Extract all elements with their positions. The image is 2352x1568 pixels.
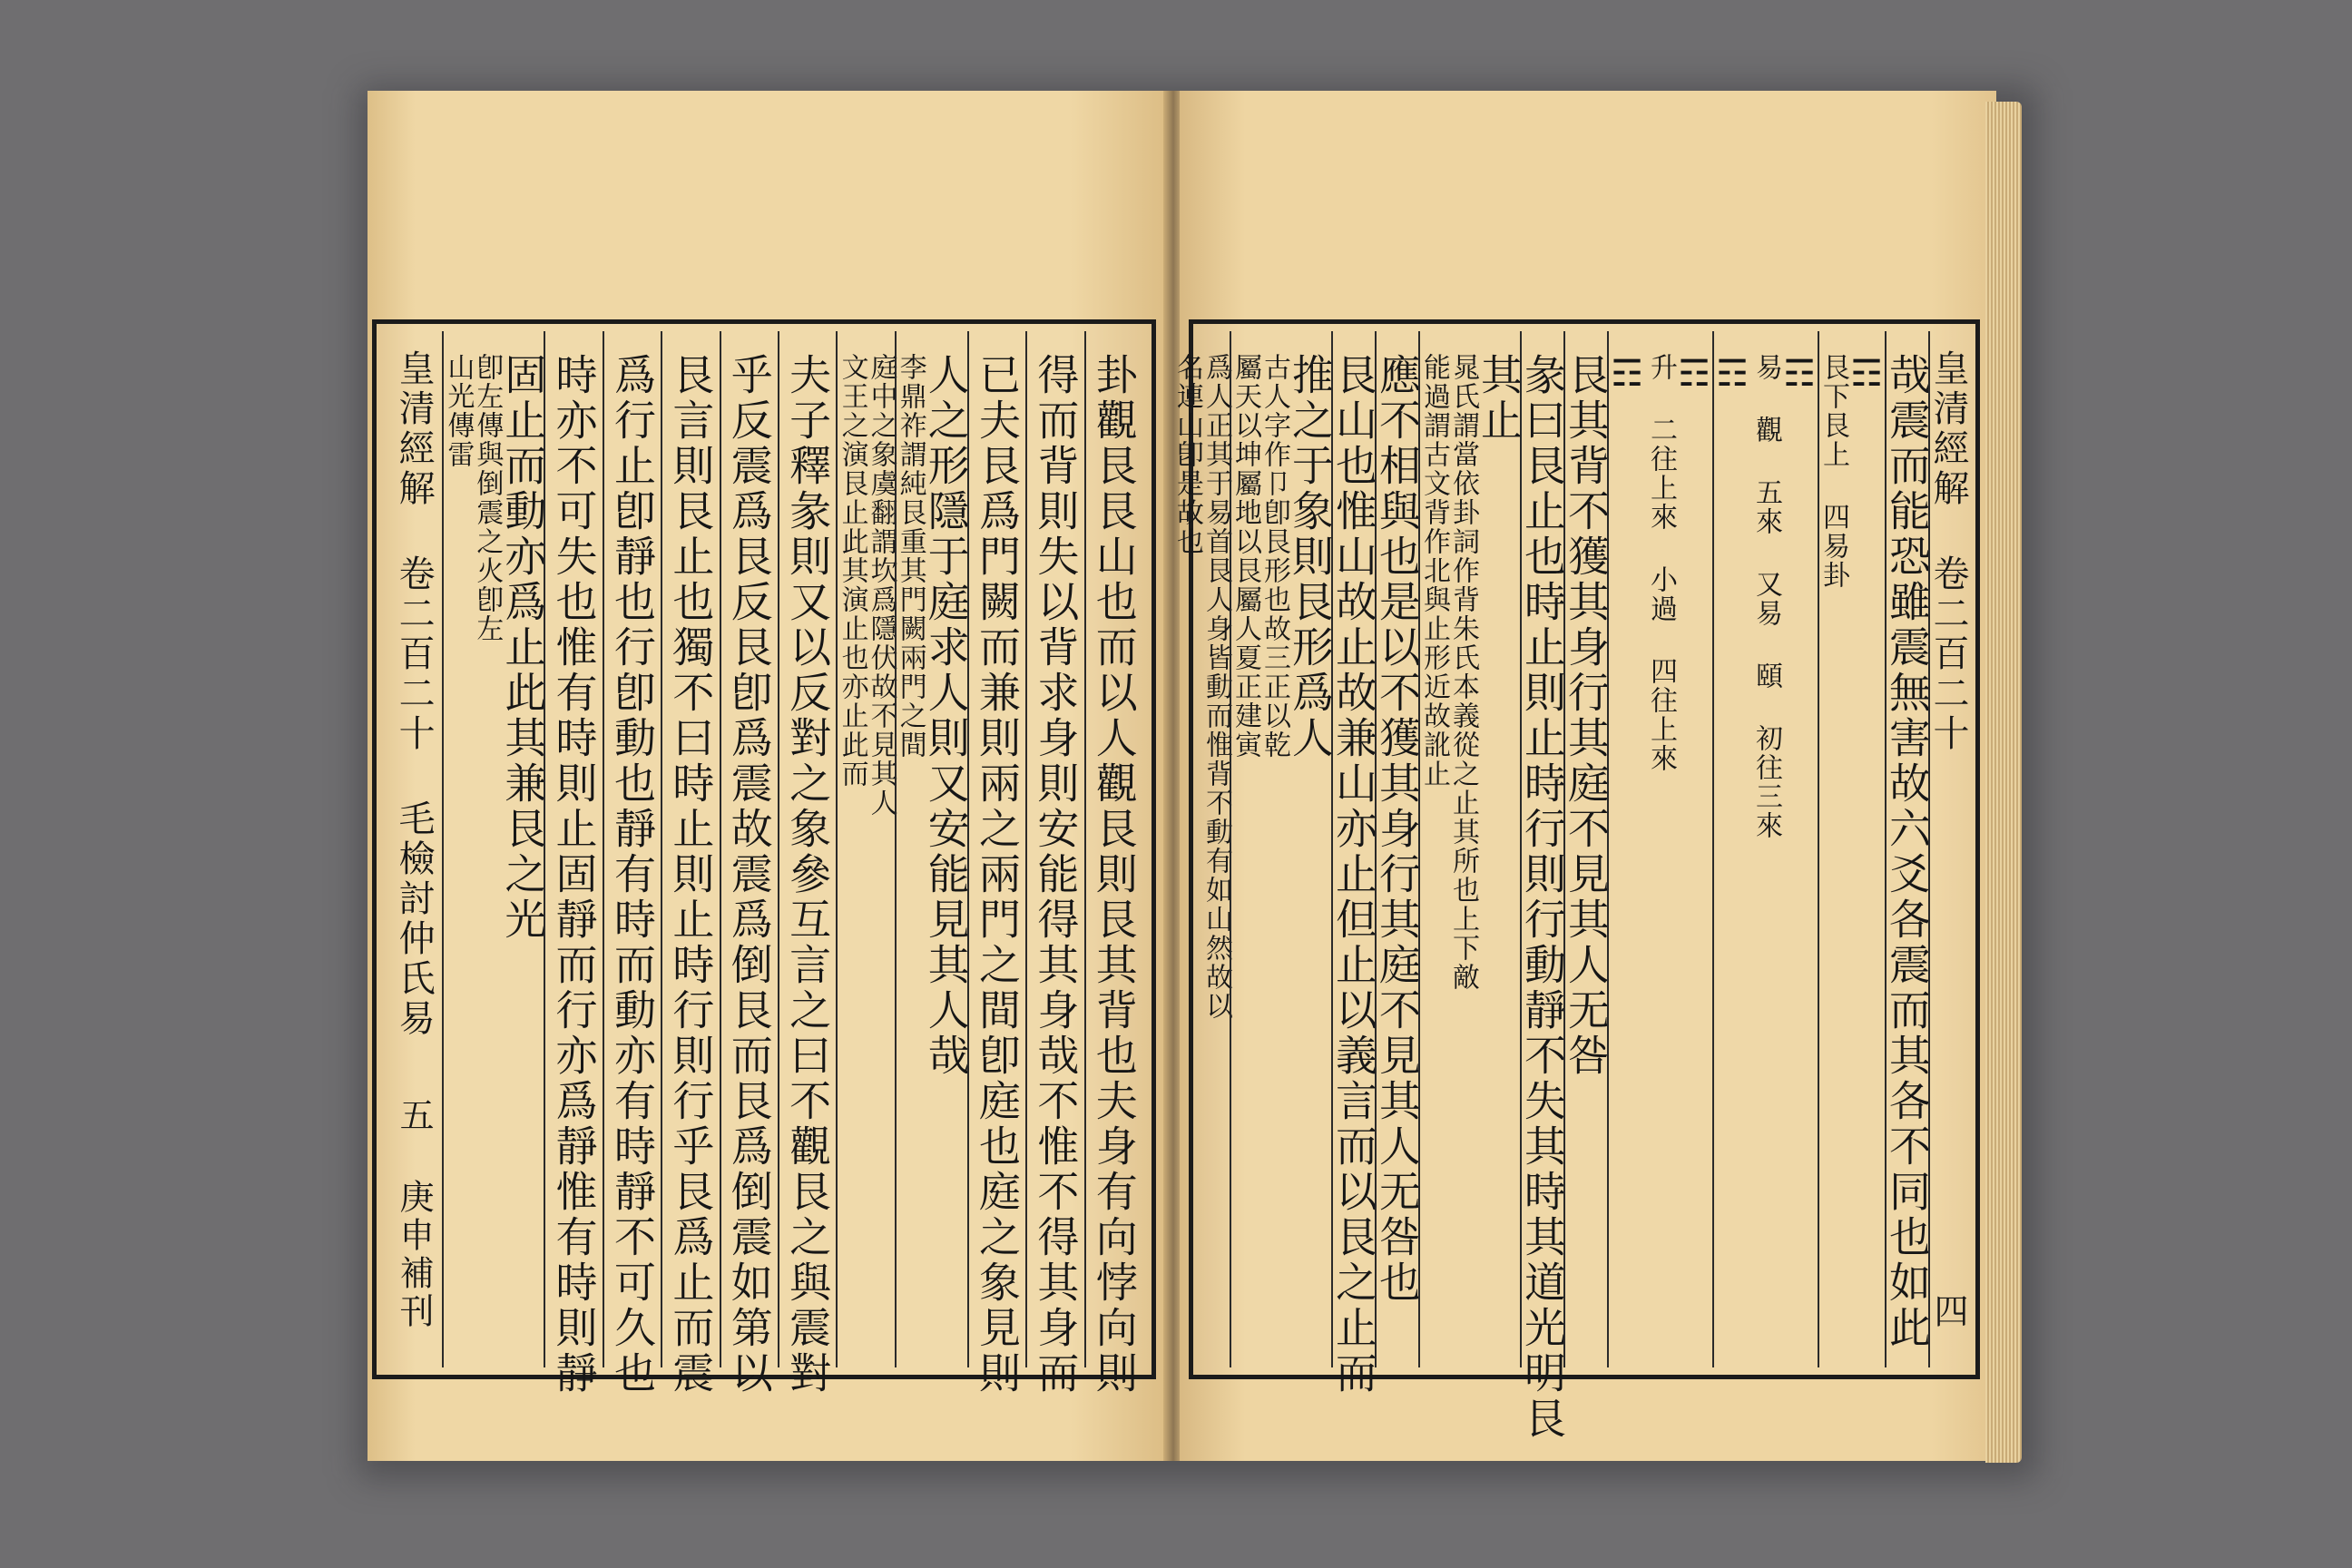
column-with-notes (1230, 331, 1335, 1367)
small-note: 庭中之象虞翻謂坎爲隱伏故不見其人 (865, 353, 897, 818)
column-text: 已夫艮爲門闕而兼則兩之兩門之間卽庭也庭之象見則 (972, 353, 1022, 1396)
column-text: 應不相與也是以不獲其身行其庭不見其人无咎也 (1373, 353, 1422, 1306)
column-text: 艮山也惟山故止故兼山亦止但止以義言而以艮之止而 (1329, 353, 1378, 1396)
column-with-hexagram (1606, 331, 1715, 1367)
column-text: 卦觀艮艮山也而以人觀艮則艮其背也夫身有向悖向則 (1089, 353, 1139, 1396)
column-text: 夫子釋彖則又以反對之象參互言之曰不觀艮之與震對 (783, 353, 833, 1396)
column-text: 彖曰艮止也時止則止時行則行動靜不失其時其道光明艮 (1518, 353, 1567, 1442)
margin-foot (1930, 1293, 1966, 1331)
text-column (836, 331, 897, 1367)
column-text: 哉震而能恐雖震無害故六爻各震而其各不同也如此 (1883, 353, 1932, 1351)
column-text: 爲行止卽靜也行卽動也靜有時而動亦有時靜不可久也 (607, 353, 657, 1396)
column-text: 名連山卽是故也 (1171, 353, 1203, 556)
column-text: 乎反震爲艮反艮卽爲震故震爲倒艮而艮爲倒震如第以 (724, 353, 774, 1396)
column-text: 艮下艮上 四易卦 (1818, 353, 1849, 590)
page-fore-edge (1985, 102, 2022, 1463)
text-column (603, 331, 661, 1396)
text-column (1883, 331, 1932, 1367)
text-column (442, 331, 548, 1367)
column-with-notes (1418, 331, 1524, 1367)
text-column (1818, 331, 1885, 1367)
running-title: 皇清經解 卷二百二十 毛檢討仲氏易 (393, 349, 436, 1039)
text-column (778, 331, 836, 1396)
folio-number: 四 (1928, 1293, 1968, 1331)
text-column (1084, 331, 1142, 1396)
margin-foot (386, 1097, 442, 1331)
running-title: 皇清經解 卷二百二十 (1927, 349, 1969, 754)
small-note: 屬天以坤屬地以艮屬人夏正建寅 (1230, 353, 1261, 760)
text-column (544, 331, 602, 1396)
column-text: 得而背則失以背求身則安能得其身哉不惟不得其身而 (1031, 353, 1081, 1396)
column-text: 艮其背不獲其身行其庭不見其人无咎 (1562, 353, 1611, 1079)
hexagram-icon: ☶ (1779, 353, 1820, 395)
column-text: 易 觀 五來 又易 頤 初往三來 (1750, 353, 1782, 840)
small-note: 文王之演艮止此其演止也亦止此而 (836, 353, 868, 789)
text-column (1025, 331, 1083, 1396)
small-note: 晁氏謂當依卦詞作背朱氏本義從之止其所也上下敵 (1447, 353, 1479, 992)
small-note: 爲人正其于易首艮人身皆動而惟背不動有如山然故以 (1200, 353, 1232, 1021)
column-text: 升 二往上來 小過 四往上來 (1645, 353, 1677, 773)
column-text: 人之形隱于庭求人則又安能見其人哉 (921, 353, 971, 1079)
hexagram-icon: ☶ (1673, 353, 1715, 395)
text-column (1329, 331, 1378, 1396)
text-column (967, 331, 1025, 1396)
text-column (894, 331, 971, 1367)
text-column (1518, 331, 1567, 1442)
text-column (1230, 331, 1335, 1367)
text-column (1562, 331, 1611, 1367)
left-text-frame (372, 319, 1156, 1396)
left-margin-column (386, 331, 442, 1367)
right-text-frame (1171, 319, 1980, 1442)
column-text: 推之于象則艮形爲人 (1286, 353, 1335, 761)
show-through-text (1706, 345, 1771, 548)
column-text: 其止 (1475, 353, 1524, 444)
text-column (720, 331, 778, 1396)
text-column (1606, 331, 1715, 1367)
text-column (1373, 331, 1422, 1367)
text-column (1418, 331, 1524, 1367)
folio-number: 五 庚申補刊 (394, 1097, 435, 1331)
column-with-notes (894, 331, 971, 1367)
right-margin-column (1927, 331, 1969, 1367)
hexagram-icon: ☶ (1711, 353, 1753, 395)
column-text: 時亦不可失也惟有時則止固靜而行亦爲靜惟有時則靜 (549, 353, 599, 1396)
left-columns (386, 331, 1142, 1396)
column-text: 固止而動亦爲止此其兼艮之光 (498, 353, 548, 943)
text-column (661, 331, 719, 1396)
column-with-notes (442, 331, 548, 1367)
small-note: 李鼎祚謂純艮重其門闕兩門之間 (894, 353, 926, 760)
column-with-hexagram (1819, 331, 1885, 1367)
column-text: 艮言則艮止也獨不曰時止則止時行則行乎艮爲止而震 (666, 353, 716, 1396)
small-note: 山光傳雷 (442, 353, 475, 469)
right-columns (1171, 331, 1969, 1442)
hexagram-icon: ☶ (1606, 353, 1648, 395)
column-with-notes (838, 331, 895, 1367)
small-note: 能過謂古文背作北與止形近故訛止 (1418, 353, 1450, 789)
small-note: 卽左傳與倒震之火卽左 (471, 353, 504, 643)
small-note: 古人字作卩卽艮形也故三正以乾 (1259, 353, 1290, 760)
hexagram-icon: ☶ (1846, 353, 1887, 395)
column-with-notes (1173, 331, 1230, 1367)
text-column (1173, 331, 1230, 1367)
